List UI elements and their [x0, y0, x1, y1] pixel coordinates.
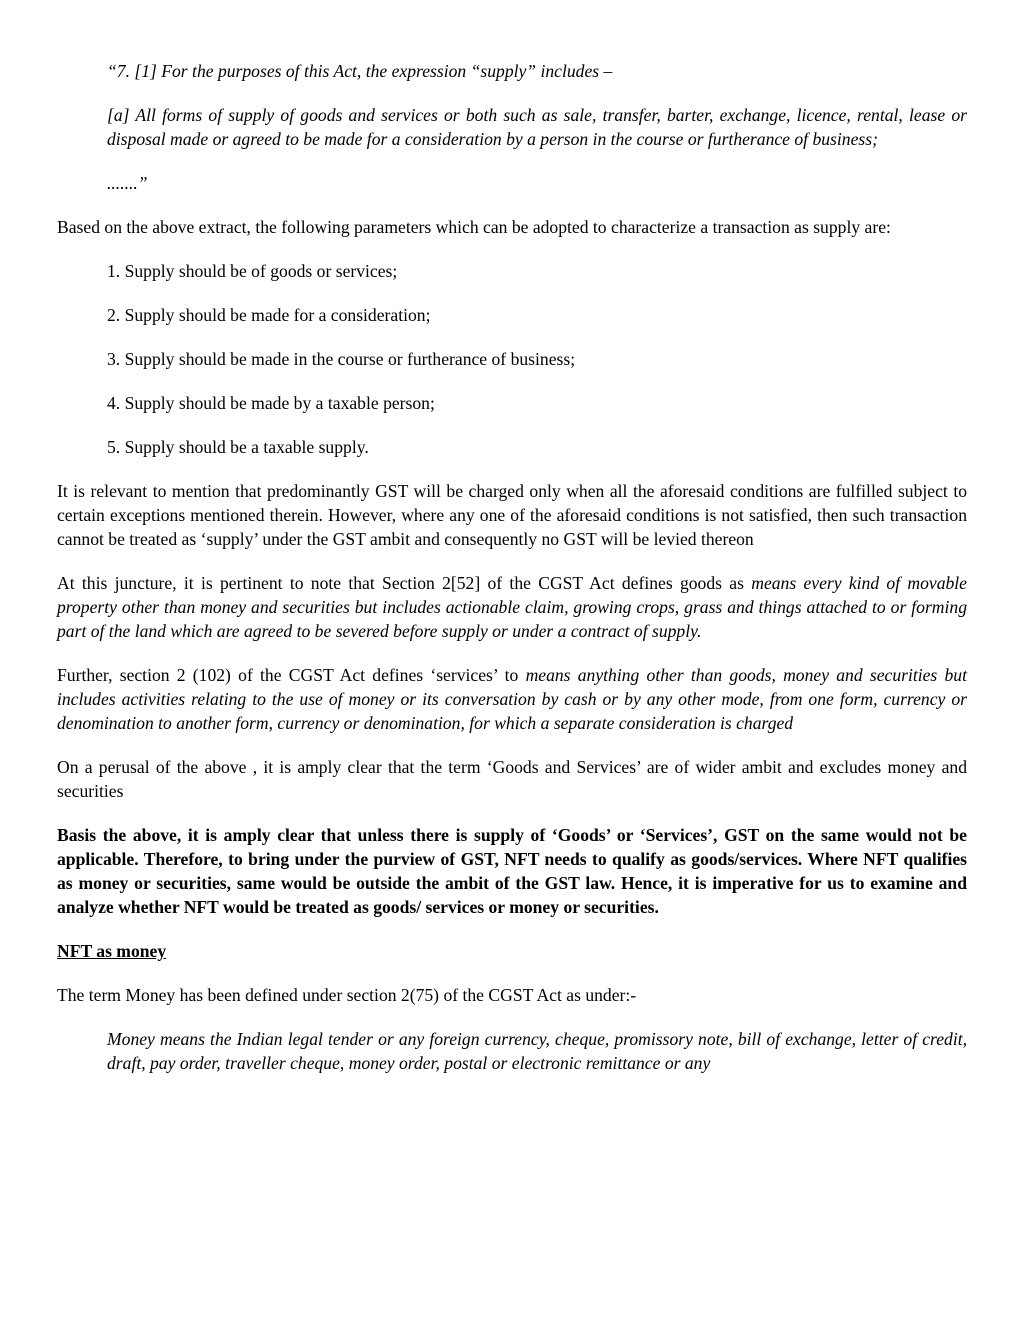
perusal-paragraph: On a perusal of the above , it is amply clear that the term ‘Goods and Services’ are of wider ambit and excludes money and securities	[57, 757, 967, 801]
parameter-item-2: 2. Supply should be made for a consideration;	[107, 305, 431, 325]
section-heading-paragraph	[57, 939, 967, 963]
relevance-paragraph: It is relevant to mention that predominantly GST will be charged only when all the aforesaid conditions are fulfilled subject to certain exceptions mentioned therein. However, where any one of the aforesaid conditions is not satisfied, then such transaction cannot be treated as ‘supply’ under the GST ambit and consequently no GST will be levied thereon	[57, 481, 967, 549]
quote-ellipsis: .......”	[107, 173, 148, 193]
parameter-item-3: 3. Supply should be made in the course or furtherance of business;	[107, 349, 576, 369]
services-definition-text: means anything other than goods, money and securities but includes activities relating to the use of money or its conversation by cash or by any other mode, from one form, currency or denomination to another form, currency or denomination, for which a separate consideration is charged	[57, 665, 967, 733]
parameter-item-4: 4. Supply should be made by a taxable person;	[107, 393, 435, 413]
parameters-intro: Based on the above extract, the following parameters which can be adopted to characterize a transaction as supply are:	[57, 217, 891, 237]
services-definition-lead: Further, section 2 (102) of the CGST Act defines ‘services’ to	[57, 665, 526, 685]
basis-paragraph: Basis the above, it is amply clear that unless there is supply of ‘Goods’ or ‘Services’, GST on the same would not be applicable. Therefore, to bring under the purview of GST, NFT needs to qualify as goods/services. Where NFT qualifies as money or securities, same would be outside the ambit of the GST law. Hence, it is imperative for us to examine and analyze whether NFT would be treated as goods/ services or money or securities.	[57, 825, 967, 917]
services-definition-paragraph	[57, 663, 967, 735]
goods-definition-lead: At this juncture, it is pertinent to note that Section 2[52] of the CGST Act defines goods as	[57, 573, 752, 593]
goods-definition-text: means every kind of movable property other than money and securities but includes actionable claim, growing crops, grass and things attached to or forming part of the land which are agreed to be severed before supply or under a contract of supply.	[57, 573, 967, 641]
goods-definition-paragraph	[57, 571, 967, 643]
section-heading: NFT as money	[57, 941, 167, 961]
quote-clause-a: [a] All forms of supply of goods and services or both such as sale, transfer, barter, exchange, licence, rental, lease or disposal made or agreed to be made for a consideration by a person in the course or furtherance of business;	[107, 105, 967, 149]
money-definition: Money means the Indian legal tender or any foreign currency, cheque, promissory note, bill of exchange, letter of credit, draft, pay order, traveller cheque, money order, postal or electronic remittance or any	[107, 1029, 967, 1073]
parameter-item-5: 5. Supply should be a taxable supply.	[107, 437, 369, 457]
money-intro: The term Money has been defined under section 2(75) of the CGST Act as under:-	[57, 985, 637, 1005]
quote-intro: “7. [1] For the purposes of this Act, the expression “supply” includes –	[107, 61, 613, 81]
document-page	[57, 56, 967, 1075]
parameter-item-1: 1. Supply should be of goods or services;	[107, 261, 398, 281]
